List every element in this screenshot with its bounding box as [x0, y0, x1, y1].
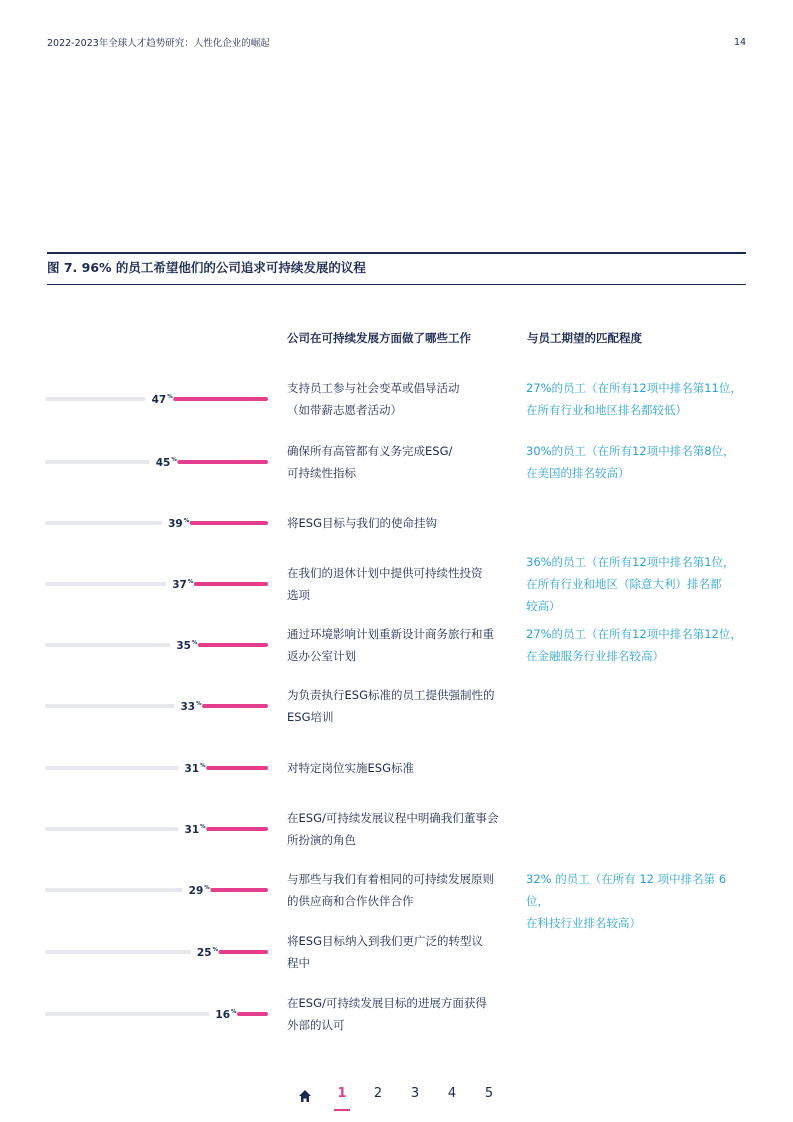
- category-label-line: 可持续性指标: [287, 466, 356, 480]
- data-label-7: 31: [184, 763, 200, 775]
- category-label-line: 的供应商和合作伙伴合作: [287, 894, 414, 908]
- category-label-line: （如带薪志愿者活动）: [287, 403, 402, 417]
- data-label-11: 16: [215, 1009, 231, 1021]
- data-label-3: 39: [168, 518, 183, 530]
- category-label-line: ESG培训: [287, 710, 334, 724]
- alignment-note-line: 30%的员工（在所有12项中排名第8位，: [526, 444, 735, 458]
- percent-sign-3: %: [183, 518, 190, 524]
- page-link-1[interactable]: 1: [337, 1086, 347, 1101]
- page-number: 14: [734, 37, 747, 48]
- category-label-line: 返办公室计划: [287, 649, 356, 663]
- page-link-4[interactable]: 4: [447, 1086, 457, 1101]
- data-label-10: 25: [196, 947, 212, 959]
- alignment-note-line: 在所有行业和地区（除意大利）排名都: [526, 577, 722, 591]
- category-label-line: 选项: [287, 588, 310, 602]
- category-label-line: 对特定岗位实施ESG标准: [287, 761, 414, 775]
- percent-sign-1: %: [167, 394, 173, 400]
- category-label-line: 在ESG/可持续发展目标的进展方面获得: [287, 996, 487, 1010]
- alignment-note-2: [526, 440, 751, 484]
- category-label-line: 将ESG目标纳入到我们更广泛的转型议: [287, 934, 483, 948]
- data-label-8: 31: [184, 824, 200, 836]
- alignment-note-line: 在美国的排名较高）: [526, 466, 630, 480]
- alignment-note-5: [526, 623, 751, 667]
- percent-sign-6: %: [196, 701, 202, 707]
- category-label-line: 为负责执行ESG标准的员工提供强制性的: [287, 688, 495, 702]
- column-header-actions: 公司在可持续发展方面做了哪些工作: [287, 331, 471, 345]
- alignment-note-line: 在所有行业和地区排名都较低）: [526, 403, 687, 417]
- category-label-line: 在ESG/可持续发展议程中明确我们董事会: [287, 811, 499, 825]
- alignment-note-line: 27%的员工（在所有12项中排名第12位，: [526, 627, 742, 641]
- percent-sign-4: %: [187, 579, 194, 585]
- category-label-8: [287, 807, 512, 851]
- alignment-note-line: 32% 的员工（在所有 12 项中排名第 6 位，: [526, 872, 727, 908]
- category-label-11: [287, 992, 512, 1036]
- category-label-7: [287, 757, 512, 779]
- category-label-2: [287, 440, 512, 484]
- category-label-line: 程中: [287, 956, 310, 970]
- category-label-1: [287, 377, 512, 421]
- percent-sign-7: %: [200, 763, 206, 769]
- data-label-1: 47: [151, 394, 167, 406]
- home-icon[interactable]: [298, 1089, 312, 1103]
- pagination: [0, 1083, 793, 1113]
- category-label-line: 所扮演的角色: [287, 833, 356, 847]
- category-label-line: 将ESG目标与我们的使命挂钩: [287, 516, 437, 530]
- category-label-6: [287, 684, 512, 728]
- current-page-underline: [334, 1109, 350, 1111]
- alignment-note-line: 较高）: [526, 599, 561, 613]
- percent-sign-8: %: [200, 824, 206, 830]
- alignment-note-9: [526, 868, 751, 934]
- category-label-line: 与那些与我们有着相同的可持续发展原则: [287, 872, 494, 886]
- category-label-line: 确保所有高管都有义务完成ESG/: [287, 444, 453, 458]
- figure-title: 图 7. 96% 的员工希望他们的公司追求可持续发展的议程: [47, 260, 366, 275]
- data-label-4: 37: [172, 579, 187, 591]
- percent-sign-11: %: [231, 1009, 237, 1015]
- header-title: 2022-2023年全球人才趋势研究：人性化企业的崛起: [47, 38, 270, 49]
- alignment-note-line: 36%的员工（在所有12项中排名第1位，: [526, 555, 735, 569]
- category-label-line: 外部的认可: [287, 1018, 345, 1032]
- alignment-note-line: 在科技行业排名较高）: [526, 916, 641, 930]
- data-label-5: 35: [176, 640, 191, 652]
- percent-sign-10: %: [212, 947, 219, 953]
- percent-sign-5: %: [191, 640, 198, 646]
- category-label-line: 通过环境影响计划重新设计商务旅行和重: [287, 627, 494, 641]
- data-label-9: 29: [188, 885, 204, 897]
- page-link-5[interactable]: 5: [484, 1086, 494, 1101]
- page-link-2[interactable]: 2: [373, 1086, 383, 1101]
- category-label-4: [287, 562, 512, 606]
- percent-sign-2: %: [171, 457, 177, 463]
- category-label-line: 支持员工参与社会变革或倡导活动: [287, 381, 460, 395]
- alignment-note-line: 在金融服务行业排名较高）: [526, 649, 664, 663]
- data-label-6: 33: [180, 701, 196, 713]
- page-link-3[interactable]: 3: [410, 1086, 420, 1101]
- percent-sign-9: %: [204, 885, 210, 891]
- category-label-10: [287, 930, 512, 974]
- alignment-note-4: [526, 551, 751, 617]
- column-header-alignment: 与员工期望的匹配程度: [527, 331, 642, 345]
- category-label-9: [287, 868, 512, 912]
- alignment-note-1: [526, 377, 751, 421]
- category-label-line: 在我们的退休计划中提供可持续性投资: [287, 566, 483, 580]
- category-label-5: [287, 623, 512, 667]
- alignment-note-line: 27%的员工（在所有12项中排名第11位，: [526, 381, 742, 395]
- data-label-2: 45: [155, 457, 171, 469]
- category-label-3: [287, 512, 512, 534]
